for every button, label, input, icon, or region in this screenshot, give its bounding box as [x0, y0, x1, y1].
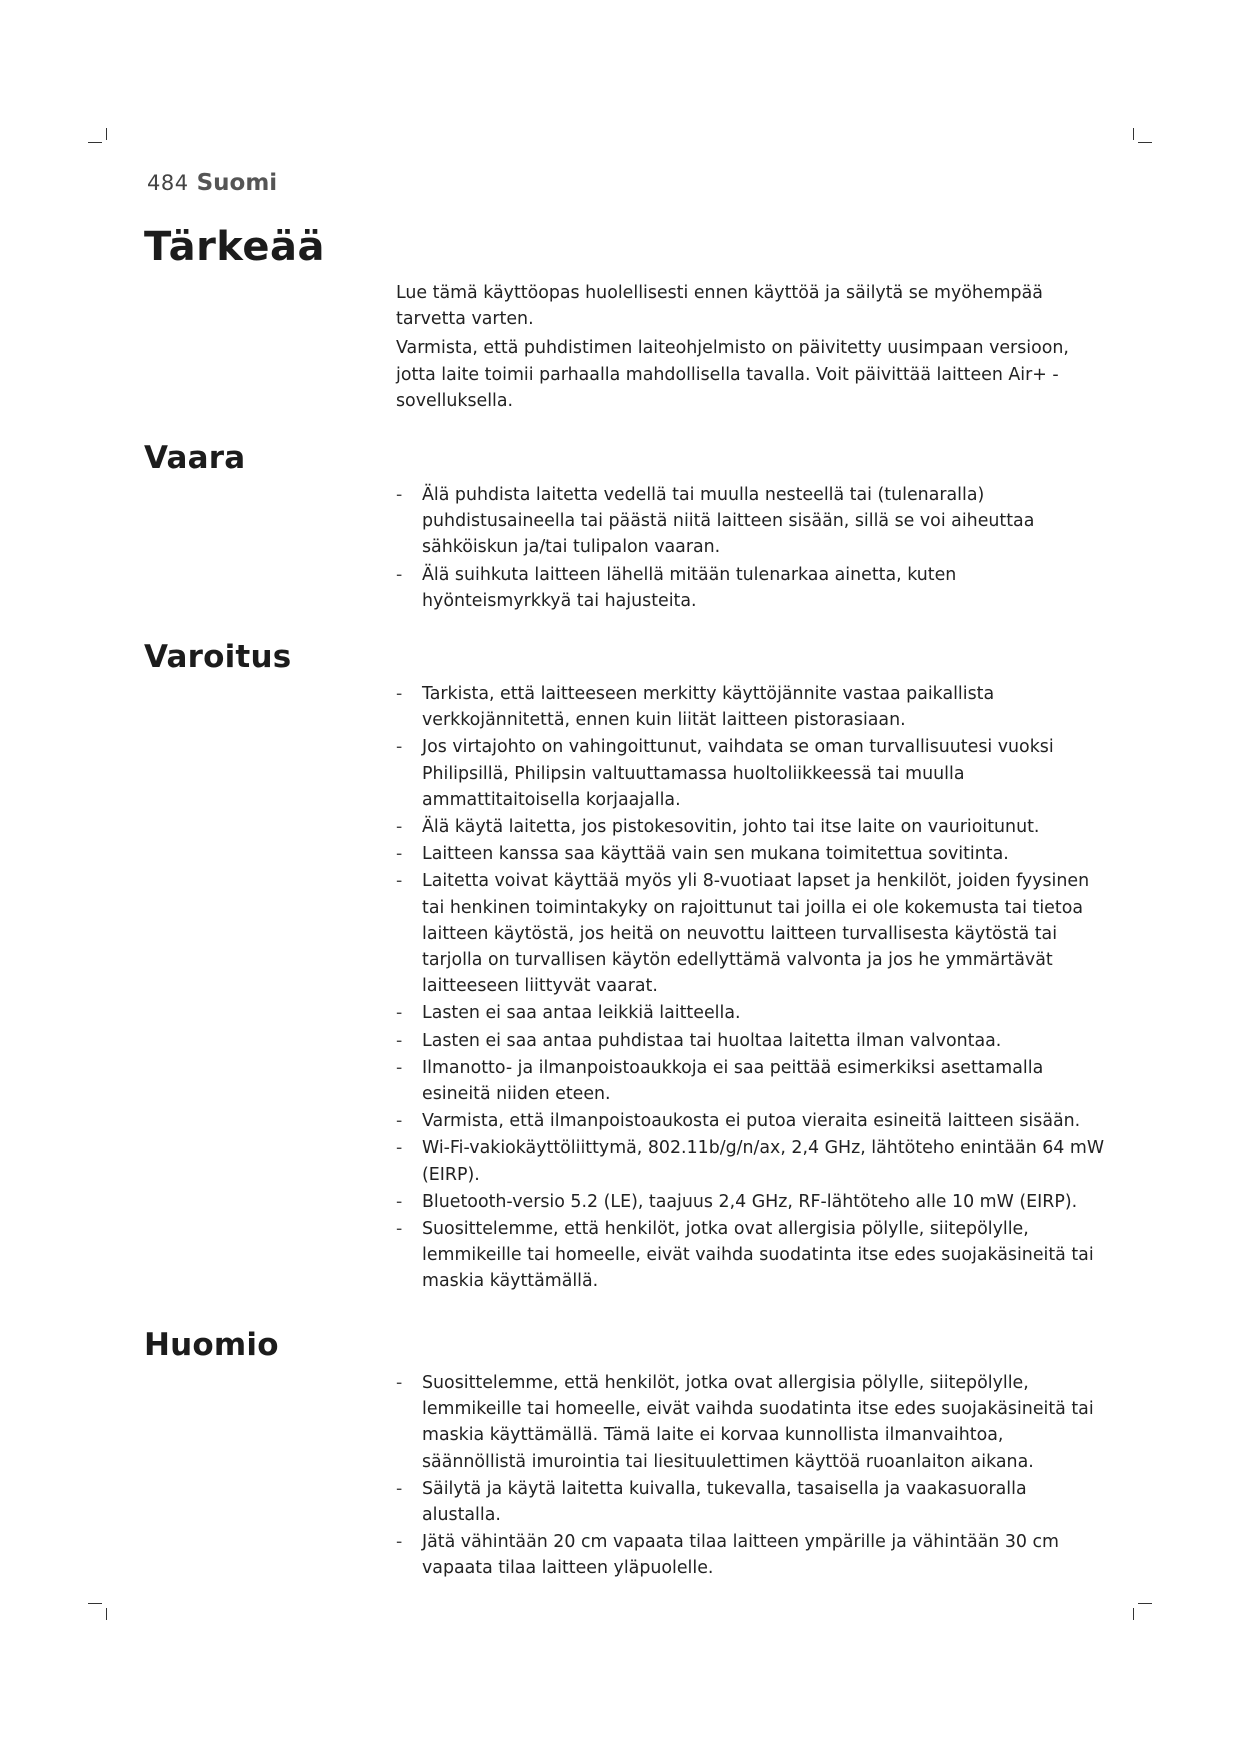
- list-item-text: Säilytä ja käytä laitetta kuivalla, tukevalla, tasaisella ja vaakasuoralla alustalla.: [422, 1478, 1027, 1526]
- crop-mark-top-left-h: [88, 142, 102, 143]
- crop-mark-top-left-v: [106, 128, 107, 140]
- list-item: [396, 1000, 1108, 1026]
- list-item-text: Lasten ei saa antaa puhdistaa tai huoltaa laitetta ilman valvontaa.: [422, 1030, 1002, 1051]
- bullet-dash: -: [396, 1030, 403, 1051]
- bullet-dash: -: [396, 737, 403, 758]
- list-item: [396, 734, 1108, 813]
- list-item: [396, 681, 1108, 733]
- section-heading-varoitus: Varoitus: [144, 639, 292, 675]
- crop-mark-bottom-right-v: [1133, 1608, 1134, 1620]
- bullet-dash: -: [396, 871, 403, 892]
- list-item-text: Laitteen kanssa saa käyttää vain sen mukana toimitettua sovitinta.: [422, 844, 1009, 865]
- crop-mark-top-right-h: [1138, 142, 1152, 143]
- section-heading-huomio: Huomio: [144, 1327, 279, 1363]
- bullet-dash: -: [396, 564, 403, 585]
- list-item: [396, 1529, 1108, 1581]
- bullet-dash: -: [396, 1191, 403, 1212]
- list-item: [396, 1135, 1108, 1187]
- list-item-text: Ilmanotto- ja ilmanpoistoaukkoja ei saa peittää esimerkiksi asettamalla esineitä niiden eteen.: [422, 1057, 1044, 1105]
- bullet-dash: -: [396, 1478, 403, 1499]
- list-item-text: Suosittelemme, että henkilöt, jotka ovat allergisia pölylle, siitepölylle, lemmikeille tai homeelle, eivät vaihda suodatinta itse edes suojakäsineitä tai maskia käyttämällä.: [422, 1219, 1094, 1292]
- list-item: [396, 1189, 1108, 1215]
- list-item: [396, 1028, 1108, 1054]
- page-language: Suomi: [196, 170, 278, 196]
- list-item-text: Älä suihkuta laitteen lähellä mitään tulenarkaa ainetta, kuten hyönteismyrkkyä tai hajusteita.: [422, 564, 957, 611]
- bullet-dash: -: [396, 1138, 403, 1159]
- crop-mark-top-right-v: [1133, 128, 1134, 140]
- page-header: [147, 170, 277, 196]
- list-item-text: Wi-Fi-vakiokäyttöliittymä, 802.11b/g/n/ax, 2,4 GHz, lähtöteho enintään 64 mW (EIRP).: [422, 1138, 1105, 1185]
- paragraph: Varmista, että puhdistimen laiteohjelmisto on päivitetty uusimpaan versioon, jotta laite toimii parhaalla mahdollisella tavalla. Voit päivittää laitteen Air+ -sovelluksella.: [396, 338, 1069, 411]
- list-item: [396, 841, 1108, 867]
- section-body-vaara: [396, 482, 1108, 615]
- list-item-text: Bluetooth-versio 5.2 (LE), taajuus 2,4 GHz, RF-lähtöteho alle 10 mW (EIRP).: [422, 1191, 1078, 1212]
- bullet-dash: -: [396, 817, 403, 838]
- bullet-dash: -: [396, 684, 403, 704]
- list-item-text: Tarkista, että laitteeseen merkitty käyttöjännite vastaa paikallista verkkojännitettä, ennen kuin liität laitteen pistorasiaan.: [422, 684, 995, 731]
- bullet-dash: -: [396, 485, 403, 505]
- list-item: [396, 1476, 1108, 1528]
- list-item: [396, 868, 1108, 999]
- list-item-text: Älä puhdista laitetta vedellä tai muulla nesteellä tai (tulenaralla) puhdistusaineella tai päästä niitä laitteen sisään, sillä se voi aiheuttaa sähköiskun ja/tai tulipalon vaaran.: [422, 485, 1035, 558]
- section-body-huomio: [396, 1370, 1108, 1583]
- paragraph: Lue tämä käyttöopas huolellisesti ennen käyttöä ja säilytä se myöhempää tarvetta varten.: [396, 283, 1043, 330]
- section-heading-vaara: Vaara: [144, 440, 246, 476]
- list-item: [396, 814, 1108, 840]
- bullet-dash: -: [396, 1219, 403, 1240]
- list-item-text: Lasten ei saa antaa leikkiä laitteella.: [422, 1003, 741, 1024]
- crop-mark-bottom-left-v: [106, 1608, 107, 1620]
- warning-list-huomio: [396, 1370, 1108, 1582]
- bullet-dash: -: [396, 1057, 403, 1078]
- page-number: 484: [147, 171, 189, 195]
- section-body-tarkeaa: [396, 280, 1108, 417]
- list-item-text: Älä käytä laitetta, jos pistokesovitin, johto tai itse laite on vaurioitunut.: [422, 817, 1040, 838]
- list-item-text: Jos virtajohto on vahingoittunut, vaihdata se oman turvallisuutesi vuoksi Philipsillä, Philipsin valtuuttamassa huoltoliikkeessä tai muulla ammattitaitoisella korjaajalla.: [422, 737, 1054, 810]
- list-item: [396, 1108, 1108, 1134]
- list-item-text: Varmista, että ilmanpoistoaukosta ei putoa vieraita esineitä laitteen sisään.: [422, 1111, 1081, 1132]
- list-item-text: Laitetta voivat käyttää myös yli 8-vuotiaat lapset ja henkilöt, joiden fyysinen tai henkinen toimintakyky on rajoittunut tai joilla ei ole kokemusta tai tietoa laitteen käytöstä, jos heitä on neuvottu laitteen turvallisesta käytöstä tai tarjolla on turvallisen käytön edellyttämä valvonta ja jos he ymmärtävät laitteeseen liittyvät vaarat.: [422, 871, 1090, 997]
- section-body-varoitus: [396, 681, 1108, 1296]
- crop-mark-bottom-left-h: [88, 1603, 102, 1604]
- list-item: [396, 482, 1108, 561]
- warning-list-vaara: [396, 482, 1108, 614]
- crop-mark-bottom-right-h: [1138, 1603, 1152, 1604]
- bullet-dash: -: [396, 1111, 403, 1132]
- bullet-dash: -: [396, 1532, 403, 1553]
- section-heading-tarkeaa: Tärkeää: [144, 224, 325, 270]
- bullet-dash: -: [396, 844, 403, 865]
- list-item: [396, 1216, 1108, 1295]
- list-item: [396, 1370, 1108, 1475]
- list-item: [396, 562, 1108, 614]
- bullet-dash: -: [396, 1373, 403, 1393]
- warning-list-varoitus: [396, 681, 1108, 1295]
- list-item-text: Jätä vähintään 20 cm vapaata tilaa laitteen ympärille ja vähintään 30 cm vapaata tilaa laitteen yläpuolelle.: [422, 1532, 1059, 1579]
- list-item-text: Suosittelemme, että henkilöt, jotka ovat allergisia pölylle, siitepölylle, lemmikeille tai homeelle, eivät vaihda suodatinta itse edes suojakäsineitä tai maskia käyttämällä. Tämä laite ei korvaa kunnollista ilmanvaihtoa, säännöllistä imurointia tai liesituulettimen käyttöä ruoanlaiton aikana.: [422, 1373, 1094, 1472]
- list-item: [396, 1055, 1108, 1107]
- bullet-dash: -: [396, 1003, 403, 1024]
